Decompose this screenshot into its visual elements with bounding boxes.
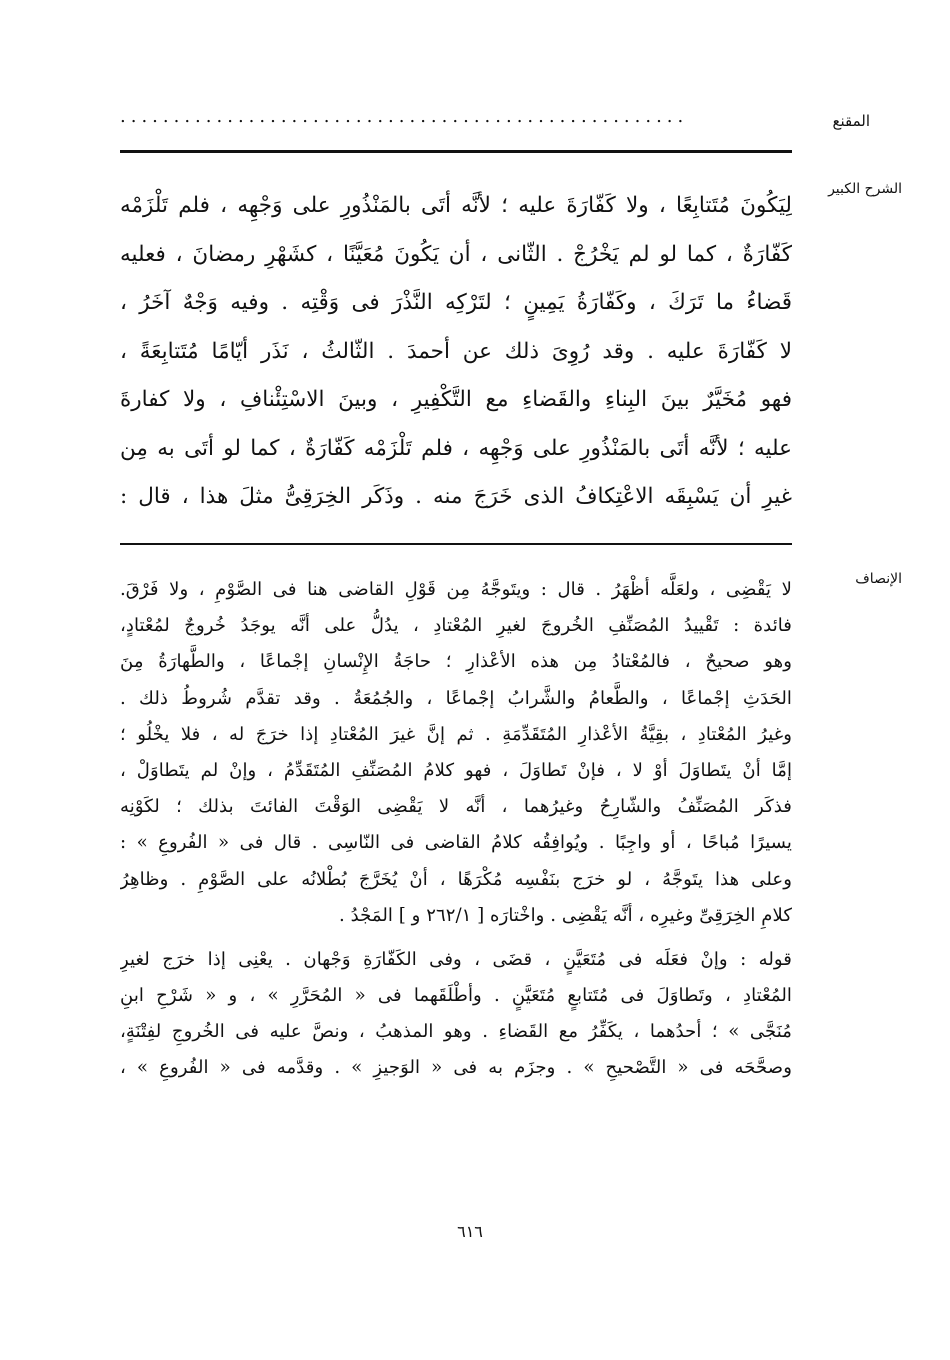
- sharh-line: قَضاءُ ما تَرَكَ ، وكَفّارَةُ يَمِينٍ ؛ لتَرْكِه النَّذْرَ فى وَقْتِه . وفيه وَجْهٌ آخَرُ ،: [120, 290, 792, 315]
- section-divider: [120, 543, 792, 545]
- insaf-line: إمَّا أنْ يتَطاوَلَ أوْ لا ، فإنْ تَطاوَلَ ، فهو كلامُ المُصَنِّفِ المُتَقَدِّمُ ، وإنْ لم يتَطاوَلْ ،: [120, 759, 792, 781]
- insaf-line: وصحَّحَه فى « التَّصْحيحِ » . وجزَم به فى « الوَجيزِ » . وقدَّمه فى « الفُروعِ » ،: [120, 1057, 792, 1079]
- insaf-line: كلامِ الخِرَقِىِّ وغيرِه ، أنَّه يَقْضِى . واخْتارَه [ ٢٦٢/١ و ] المَجْدُ .: [339, 904, 792, 926]
- sharh-margin-label: الشرح الكبير: [828, 181, 902, 197]
- insaf-text-block: [120, 572, 792, 1087]
- insaf-line: الحَدَثِ إجْماعًا ، والطَّعامُ والشَّرابُ إجْماعًا ، والجُمُعَةُ . وقد تقدَّم شُروطُ ذلك .: [120, 687, 792, 709]
- insaf-line: مُنَجَّى » ؛ أحدُهما ، يكَفِّرُ مع القَضاءِ . وهو المذهبُ ، ونصَّ عليه فى الخُروجِ لفِتْنَةٍ،: [120, 1021, 792, 1043]
- sharh-line: لِيَكُونَ مُتَتابِعًا ، ولا كَفّارَةَ عليه ؛ لأنَّه أتَى بالمَنْذُورِ على وَجْهِه ، فلم تَلْزَمْه: [120, 193, 792, 218]
- sharh-text-block: [120, 182, 792, 522]
- sharh-line: عليه ؛ لأنَّه أتَى بالمَنْذُورِ على وَجْهِه ، فلم تَلْزَمْه كَفّارَةٌ ، كما لو أتَى به مِن: [120, 435, 792, 461]
- insaf-line: قوله : وإنْ فعَلَه فى مُتَعَيَّنٍ ، قضَى ، وفى الكَفّارَةِ وَجْهان . يعْنِى إذا خرَج لغيرِ: [120, 948, 792, 970]
- insaf-line: وعلى هذا يتَوجَّهُ ، لو خرَج بنَفْسِه مُكْرَهًا ، أنْ يُخَرَّجَ بُطْلانُه على الصَّوْمِ . وظاهِرُ: [120, 868, 792, 890]
- insaf-line: فائدة : تَقْييدُ المُصَنِّفِ الخُروجَ لغيرِ المُعْتادِ ، يدُلُّ على أنَّه يوجَدُ خُروجٌ لمُعْتادٍ،: [120, 615, 792, 637]
- header-dotted-leader: .....................................................: [120, 106, 689, 126]
- running-header-title: المقنع: [832, 112, 870, 130]
- insaf-line: وهو صحيحٌ ، فالمُعْتادُ مِن هذه الأعْذارِ ؛ حاجَةُ الإِنْسانِ إجْماعًا ، والطَّهارَةُ مِنَ: [120, 651, 792, 673]
- insaf-line: لا يَقْضِى ، ولعَلَّه أظْهَرُ . قال : ويتَوجَّهُ مِن قَوْلِ القاضى هنا فى الصَّوْمِ ، ولا فَرْقَ.: [120, 579, 792, 600]
- sharh-line: كَفّارَةٌ ، كما لو لم يَخْرُجْ . الثّانى ، أن يَكُونَ مُعَيَّنًا ، كشَهْرِ رمضانَ ، فعليه: [120, 241, 792, 267]
- sharh-line: فهو مُخَيَّرٌ بينَ البِناءِ والقَضاءِ مع التَّكْفِيرِ ، وبينَ الاسْتِئْنافِ ، ولا كفارةَ: [120, 387, 792, 412]
- insaf-margin-label: الإنصاف: [855, 571, 902, 587]
- insaf-line: وغيرُ المُعْتادِ ، بقِيَّةُ الأعْذارِ المُتَقَدِّمَةِ . ثم إنَّ غيرَ المُعْتادِ إذا خرَجَ له ، فلا يخْلُو ؛: [120, 723, 792, 745]
- header-rule: [120, 150, 792, 153]
- insaf-line: المُعْتادِ ، وتَطاوَلَ فى مُتَتابعٍ مُتَعَيَّنٍ . وأطْلَقَهما فى « المُحَرَّرِ » ، و « شَرْحِ ابنِ: [120, 985, 792, 1007]
- page-number: ٦١٦: [457, 1222, 483, 1241]
- sharh-line: غيرِ أن يَسْبِقَه الاعْتِكافُ الذى خَرَجَ منه . وذَكَر الخِرَقِىُّ مثلَ هذا ، قال :: [120, 484, 792, 509]
- insaf-line: يسيرًا مُباحًا ، أو واجِبًا . ويُوافِقُه كلامُ القاضى فى النّاسِى . قال فى « الفُروعِ » :: [120, 832, 792, 854]
- insaf-line: فذكَر المُصَنِّفُ والشّارِحُ وغيرُهما ، أنَّه لا يَقْضِى الوَقْتَ الفائتَ بذلك ؛ لكَوْنِه: [120, 796, 792, 818]
- sharh-line: لا كَفّارَةَ عليه . وقد رُوِىَ ذلك عن أحمدَ . الثّالثُ ، نَذَر أيّامًا مُتَتابِعَةً ،: [120, 338, 792, 364]
